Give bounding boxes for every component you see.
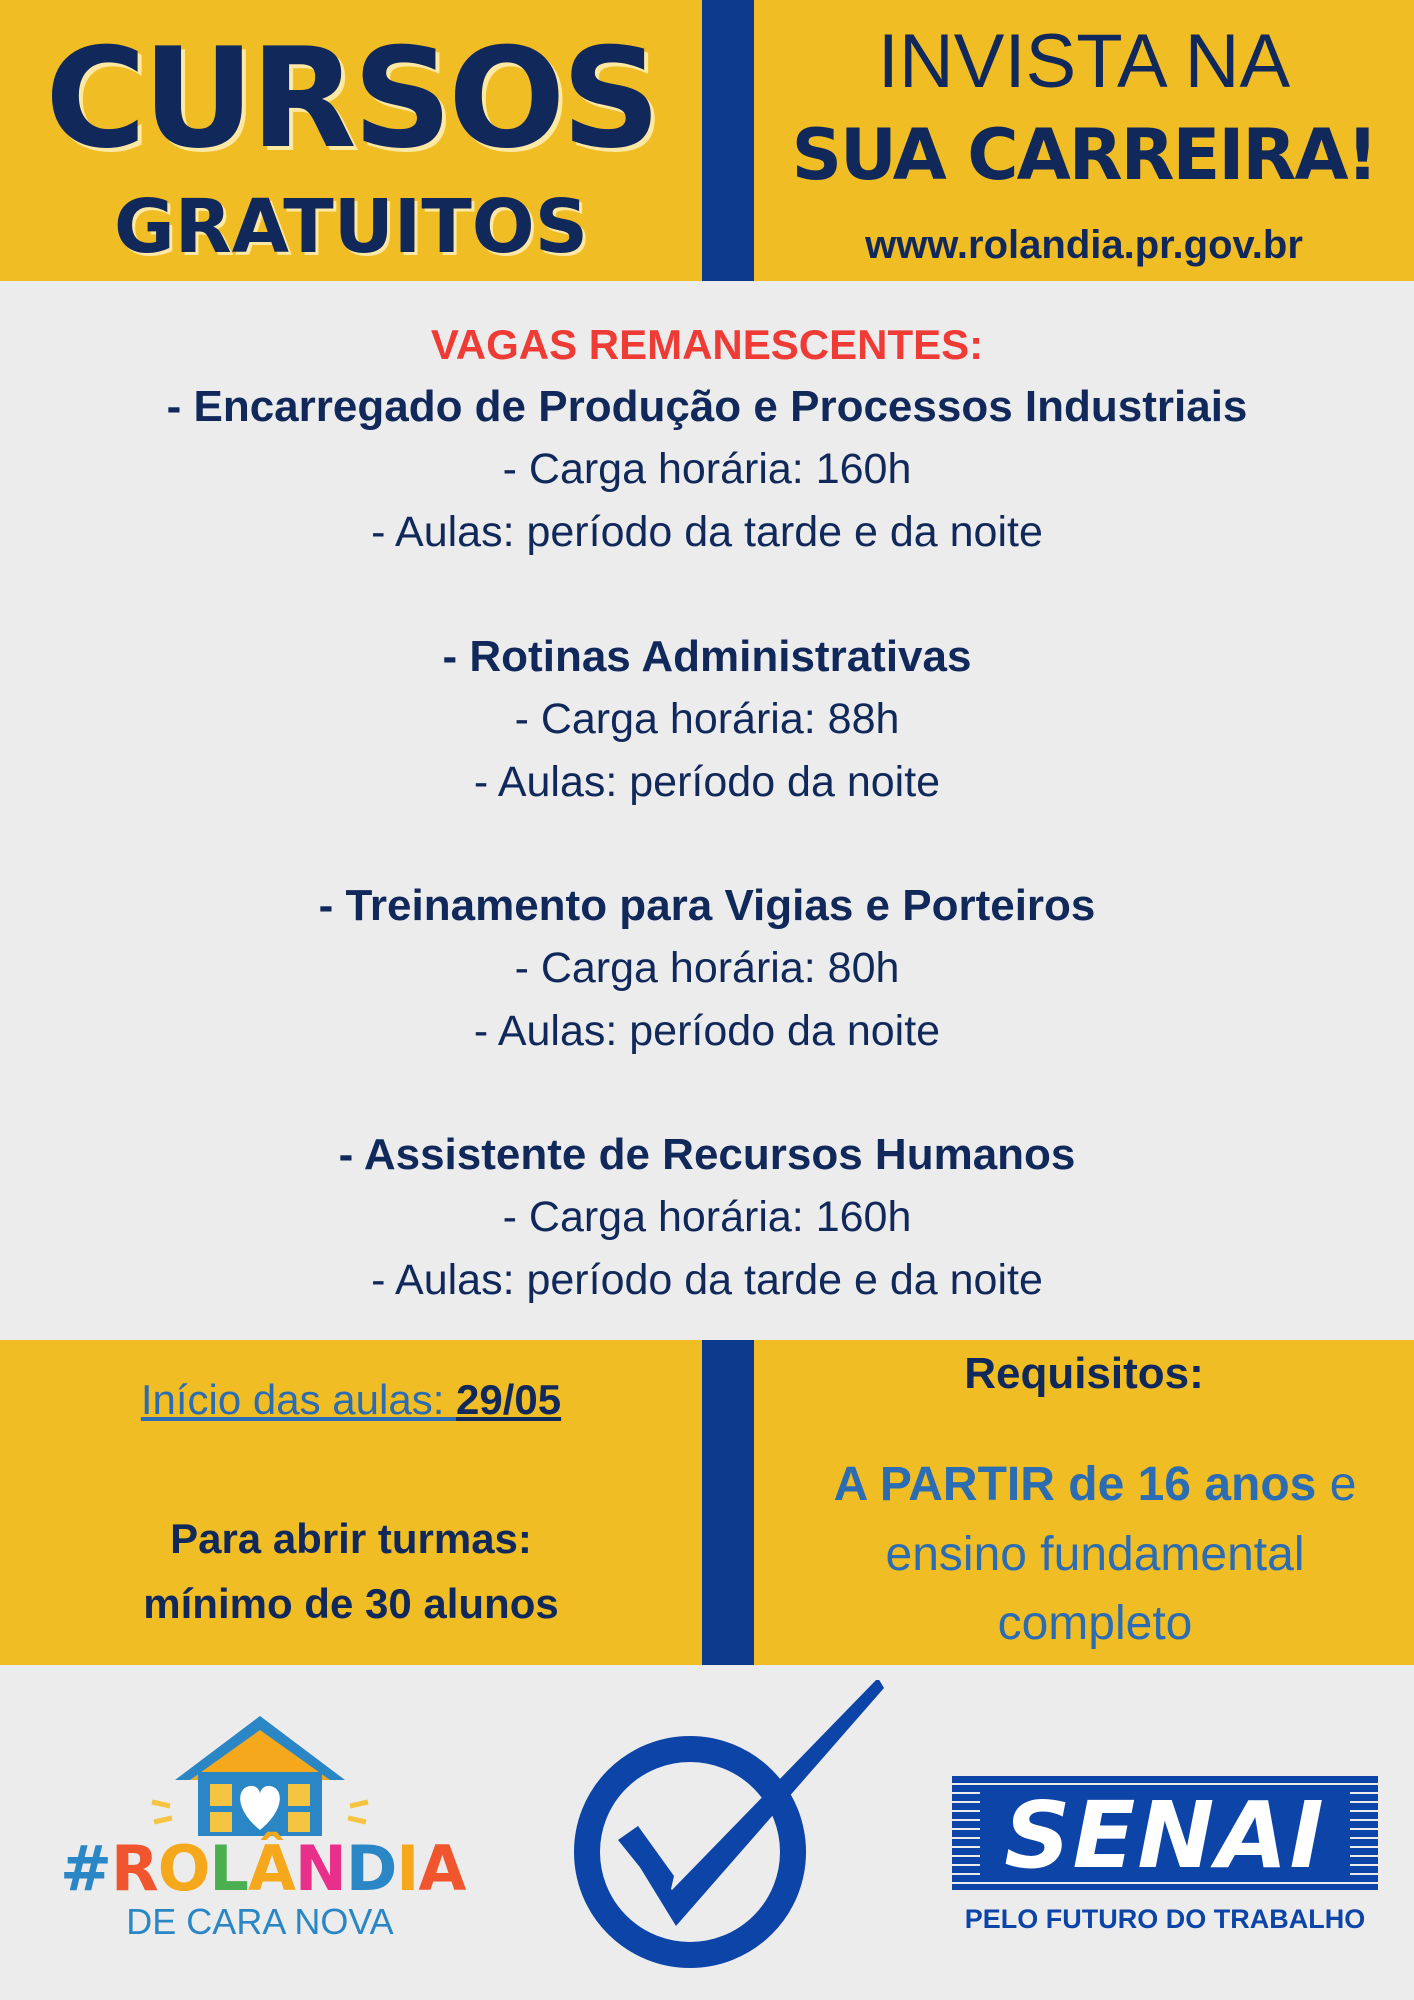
start-date-line <box>0 1378 702 1422</box>
rolandia-letter: R <box>110 1832 158 1905</box>
rolandia-letter: L <box>209 1832 248 1905</box>
course-title: - Encarregado de Produção e Processos Industriais <box>166 382 1248 431</box>
rolandia-letter: N <box>294 1832 346 1905</box>
title-gratuitos: GRATUITOS <box>113 184 589 270</box>
rolandia-hash: # <box>60 1832 111 1905</box>
rolandia-letters <box>111 1832 465 1905</box>
slogan-line-1: INVISTA NA <box>877 19 1291 104</box>
course-schedule: - Aulas: período da noite <box>473 1007 941 1055</box>
requirements-heading: Requisitos: <box>964 1349 1204 1398</box>
rolandia-letter: I <box>396 1832 419 1905</box>
rolandia-letter: Â <box>247 1832 295 1905</box>
rolandia-letter: D <box>345 1832 397 1905</box>
course-hours: - Carga horária: 160h <box>502 445 912 493</box>
start-date-label: Início das aulas: <box>140 1376 457 1423</box>
start-date-value: 29/05 <box>456 1376 562 1423</box>
course-schedule: - Aulas: período da tarde e da noite <box>371 1256 1043 1304</box>
minimum-students <box>0 1506 702 1636</box>
house-heart-icon <box>60 1710 460 1840</box>
header-divider <box>702 0 754 281</box>
title-cursos: CURSOS <box>45 18 657 179</box>
minimum-line-1: Para abrir turmas: <box>170 1515 532 1562</box>
rolandia-wordmark <box>60 1832 466 1905</box>
course-schedule: - Aulas: período da tarde e da noite <box>371 508 1043 556</box>
course-hours: - Carga horária: 80h <box>514 944 900 992</box>
checkmark-icon <box>560 1680 900 1980</box>
rolandia-tagline: DE CARA NOVA <box>126 1901 394 1942</box>
rolandia-letter: O <box>157 1832 210 1905</box>
vagas-heading: VAGAS REMANESCENTES: <box>430 321 984 368</box>
website-link[interactable]: www.rolandia.pr.gov.br <box>865 223 1303 267</box>
slogan-line-2: SUA CARREIRA! <box>791 114 1377 196</box>
requirements-and: e <box>1316 1458 1357 1511</box>
requirements-line-3: completo <box>997 1597 1193 1651</box>
minimum-line-2: mínimo de 30 alunos <box>143 1580 559 1628</box>
course-schedule: - Aulas: período da noite <box>473 758 941 806</box>
info-divider <box>702 1340 754 1665</box>
senai-tagline: PELO FUTURO DO TRABALHO <box>964 1904 1366 1934</box>
rolandia-letter: A <box>418 1832 466 1905</box>
course-title: - Rotinas Administrativas <box>442 632 972 681</box>
course-title: - Treinamento para Vigias e Porteiros <box>318 881 1096 930</box>
course-title: - Assistente de Recursos Humanos <box>338 1130 1076 1179</box>
course-hours: - Carga horária: 88h <box>514 695 900 743</box>
course-hours: - Carga horária: 160h <box>502 1193 912 1241</box>
rolandia-logo <box>60 1710 466 1960</box>
requirements-text <box>770 1450 1414 1659</box>
requirements-age: A PARTIR de 16 anos <box>833 1458 1317 1511</box>
requirements-line-2: ensino fundamental <box>885 1527 1305 1581</box>
senai-wordmark: SENAI <box>1004 1782 1326 1889</box>
senai-logo <box>952 1776 1378 1936</box>
